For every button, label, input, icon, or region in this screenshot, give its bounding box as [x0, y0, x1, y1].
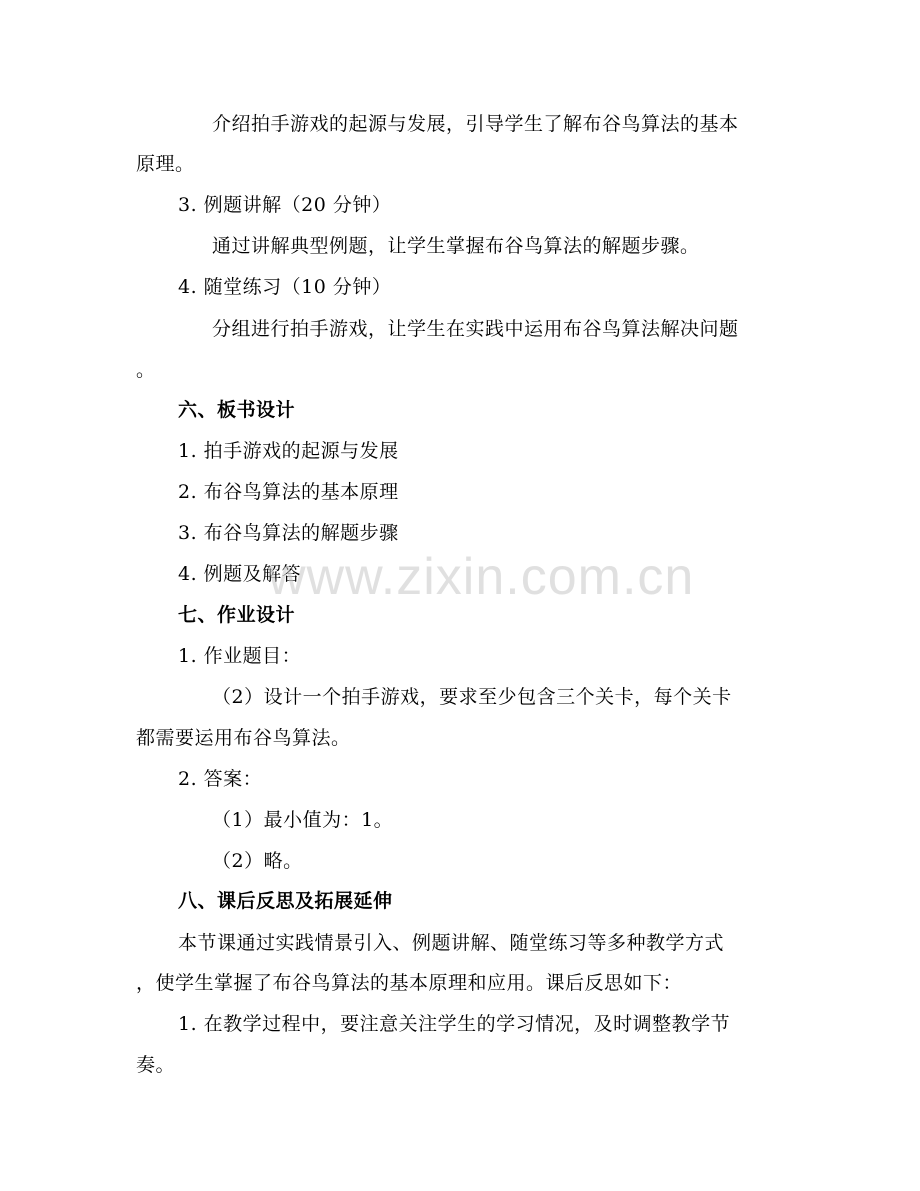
section-heading-board-design: 六、板书设计 [178, 399, 296, 421]
homework-answer-1: （1）最小值为：1。 [212, 809, 394, 831]
section-heading-homework: 七、作业设计 [178, 604, 296, 626]
homework-answer-2: （2）略。 [212, 850, 303, 872]
homework-answers-label: 2. 答案： [178, 768, 263, 790]
board-item-2: 2. 布谷鸟算法的基本原理 [178, 481, 399, 503]
paragraph-practice-line-1: 分组进行拍手游戏，让学生在实践中运用布谷鸟算法解决问题 [212, 318, 739, 340]
reflection-item-1-line-2: 奏。 [136, 1054, 176, 1076]
paragraph-example-explanation: 通过讲解典型例题，让学生掌握布谷鸟算法的解题步骤。 [212, 235, 700, 257]
list-item-example-explanation: 3. 例题讲解（20 分钟） [178, 194, 392, 216]
list-item-classroom-practice: 4. 随堂练习（10 分钟） [178, 276, 392, 298]
homework-questions-label: 1. 作业题目： [178, 645, 302, 667]
reflection-paragraph-line-2: ，使学生掌握了布谷鸟算法的基本原理和应用。课后反思如下： [136, 972, 683, 994]
reflection-paragraph-line-1: 本节课通过实践情景引入、例题讲解、随堂练习等多种教学方式 [178, 932, 725, 954]
section-heading-reflection: 八、课后反思及拓展延伸 [178, 890, 393, 912]
homework-question-2-line-1: （2）设计一个拍手游戏，要求至少包含三个关卡，每个关卡 [212, 686, 732, 708]
reflection-item-1-line-1: 1. 在教学过程中，要注意关注学生的学习情况，及时调整教学节 [178, 1013, 731, 1035]
homework-question-2-line-2: 都需要运用布谷鸟算法。 [136, 727, 351, 749]
paragraph-intro-line-1: 介绍拍手游戏的起源与发展，引导学生了解布谷鸟算法的基本 [212, 113, 739, 135]
board-item-4: 4. 例题及解答 [178, 563, 302, 585]
paragraph-intro-line-2: 原理。 [136, 153, 195, 175]
site-watermark: www.zixin.com.cn [268, 548, 695, 606]
paragraph-practice-line-2: 。 [136, 359, 156, 381]
board-item-1: 1. 拍手游戏的起源与发展 [178, 440, 399, 462]
board-item-3: 3. 布谷鸟算法的解题步骤 [178, 522, 399, 544]
